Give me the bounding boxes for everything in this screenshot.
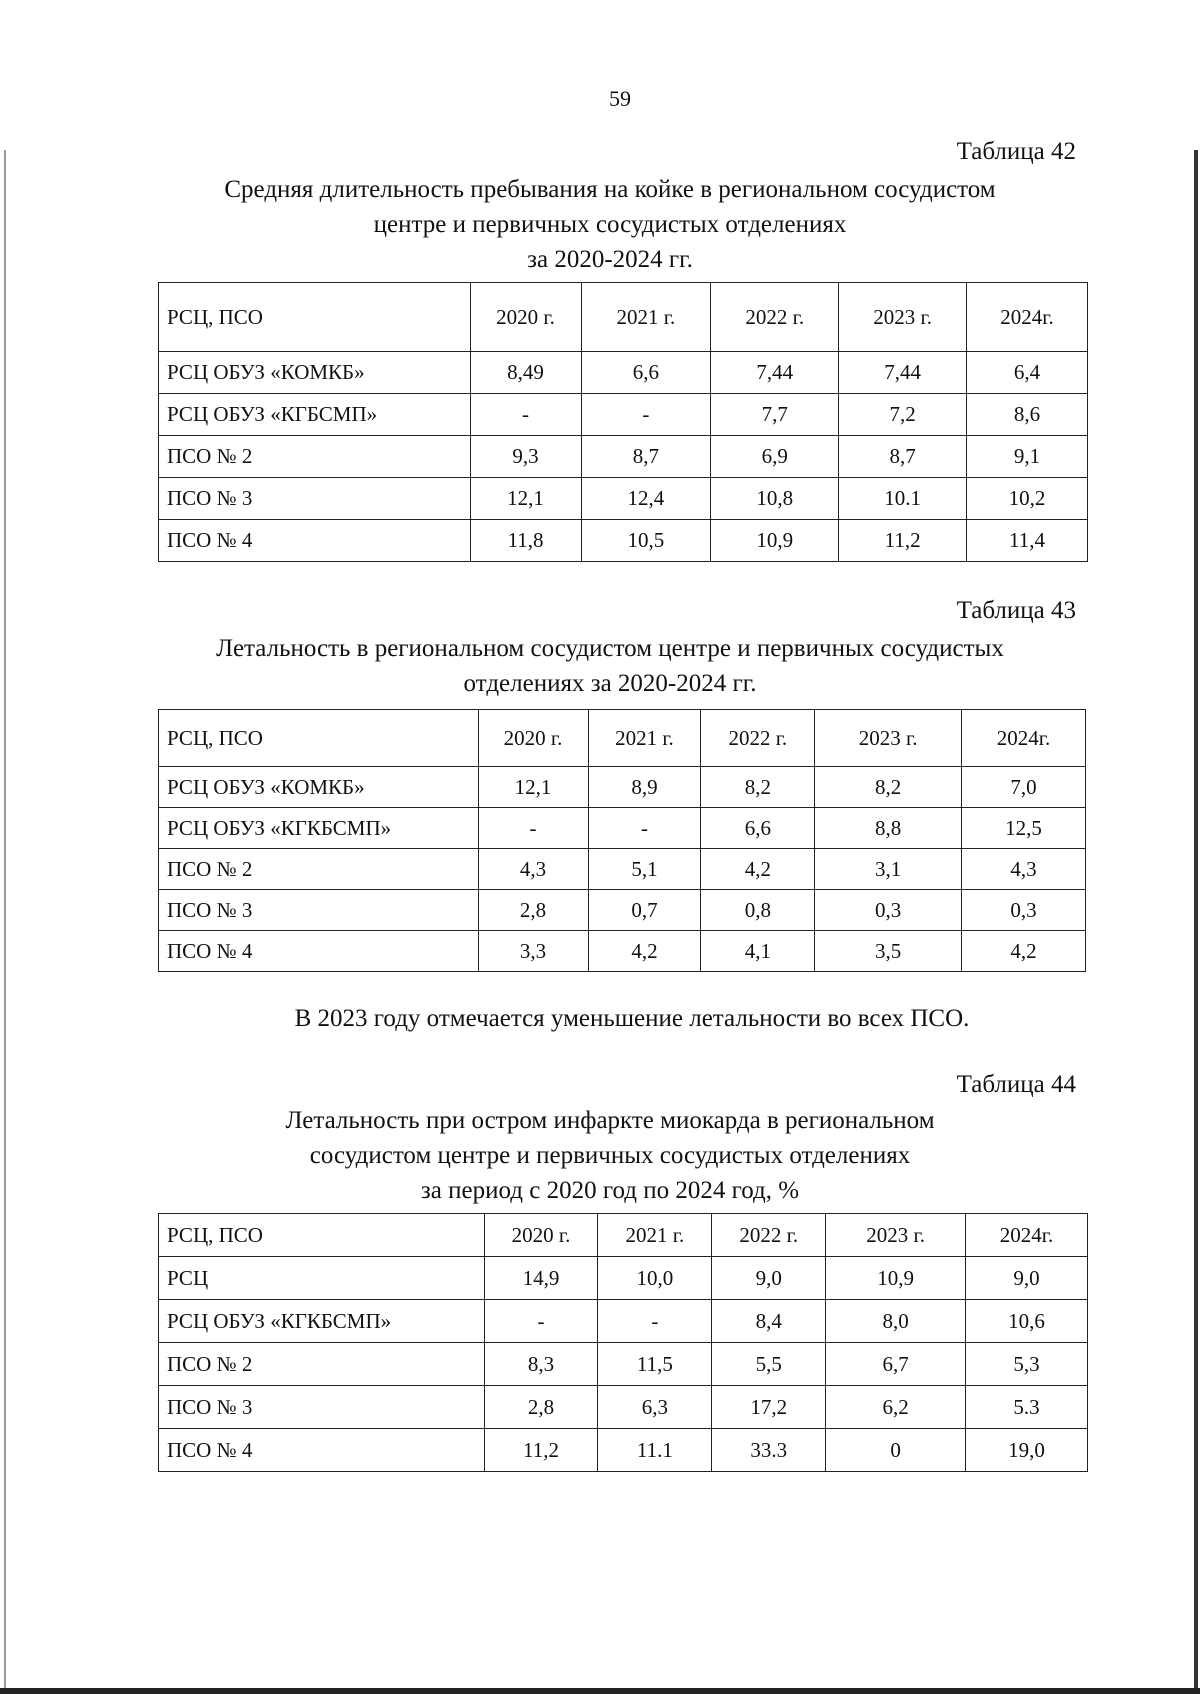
table-row: [159, 520, 1088, 562]
value-cell: 0,7: [588, 890, 701, 931]
row-label-cell: РСЦ: [159, 1257, 485, 1300]
value-cell: 9,0: [966, 1257, 1088, 1300]
row-label-cell: ПСО № 4: [159, 931, 479, 972]
value-cell: 4,1: [701, 931, 815, 972]
scan-edge-right: [1194, 150, 1198, 1690]
table-42-title: [130, 172, 1090, 277]
value-cell: 12,4: [581, 478, 711, 520]
value-cell: 33.3: [712, 1429, 826, 1472]
table-row: [159, 1257, 1088, 1300]
column-header-name: РСЦ, ПСО: [159, 710, 479, 767]
value-cell: 7,2: [839, 394, 967, 436]
value-cell: 5,1: [588, 849, 701, 890]
row-label-cell: ПСО № 4: [159, 520, 471, 562]
row-label-cell: РСЦ ОБУЗ «КОМКБ»: [159, 767, 479, 808]
row-label-cell: ПСО № 2: [159, 1343, 485, 1386]
value-cell: 6,7: [826, 1343, 966, 1386]
scan-edge-left: [4, 150, 6, 1690]
value-cell: 9,0: [712, 1257, 826, 1300]
row-label-cell: ПСО № 3: [159, 890, 479, 931]
table-row: [159, 808, 1086, 849]
table-row: [159, 1300, 1088, 1343]
value-cell: 12,1: [470, 478, 581, 520]
table-row: [159, 352, 1088, 394]
value-cell: 19,0: [966, 1429, 1088, 1472]
row-label-cell: ПСО № 2: [159, 849, 479, 890]
value-cell: 11.1: [598, 1429, 712, 1472]
value-cell: 10,6: [966, 1300, 1088, 1343]
table-42-title-line: центре и первичных сосудистых отделениях: [373, 211, 847, 238]
column-header-year: 2023 г.: [815, 710, 962, 767]
table-row: [159, 849, 1086, 890]
table-42-label: Таблица 42: [956, 138, 1076, 165]
value-cell: 10,9: [826, 1257, 966, 1300]
value-cell: 6,2: [826, 1386, 966, 1429]
table-row: [159, 478, 1088, 520]
value-cell: 8,49: [470, 352, 581, 394]
table-header-row: [159, 283, 1088, 352]
value-cell: -: [470, 394, 581, 436]
value-cell: 9,1: [967, 436, 1088, 478]
value-cell: 8,2: [815, 767, 962, 808]
value-cell: 8,7: [581, 436, 711, 478]
table-44: [158, 1213, 1088, 1472]
value-cell: 2,8: [478, 890, 588, 931]
table-row: [159, 890, 1086, 931]
value-cell: 4,2: [588, 931, 701, 972]
value-cell: 8,8: [815, 808, 962, 849]
value-cell: 11,8: [470, 520, 581, 562]
column-header-year: 2024г.: [962, 710, 1086, 767]
value-cell: 0,3: [962, 890, 1086, 931]
table-44-label: Таблица 44: [956, 1071, 1076, 1098]
value-cell: 11,4: [967, 520, 1088, 562]
table-43: [158, 709, 1086, 972]
value-cell: 4,2: [701, 849, 815, 890]
row-label-cell: ПСО № 3: [159, 478, 471, 520]
table-43-label: Таблица 43: [956, 597, 1076, 624]
value-cell: 9,3: [470, 436, 581, 478]
value-cell: 0,3: [815, 890, 962, 931]
table-header-row: [159, 710, 1086, 767]
table-44-title-line: сосудистом центре и первичных сосудистых отделениях: [309, 1142, 911, 1169]
value-cell: -: [484, 1300, 598, 1343]
value-cell: 8,7: [839, 436, 967, 478]
value-cell: 10,8: [711, 478, 839, 520]
value-cell: -: [581, 394, 711, 436]
table-header-row: [159, 1214, 1088, 1257]
column-header-year: 2024г.: [967, 283, 1088, 352]
value-cell: 12,1: [478, 767, 588, 808]
column-header-year: 2022 г.: [701, 710, 815, 767]
value-cell: 5.3: [966, 1386, 1088, 1429]
column-header-year: 2023 г.: [826, 1214, 966, 1257]
table-43-title-line: отделениях за 2020-2024 гг.: [463, 670, 757, 697]
value-cell: 4,3: [962, 849, 1086, 890]
column-header-year: 2020 г.: [470, 283, 581, 352]
value-cell: 3,1: [815, 849, 962, 890]
value-cell: 0: [826, 1429, 966, 1472]
value-cell: 7,44: [839, 352, 967, 394]
table-row: [159, 436, 1088, 478]
scan-edge-bottom: [0, 1688, 1200, 1694]
value-cell: 3,3: [478, 931, 588, 972]
page-number: 59: [609, 86, 631, 111]
value-cell: 7,0: [962, 767, 1086, 808]
value-cell: 8,6: [967, 394, 1088, 436]
value-cell: 4,2: [962, 931, 1086, 972]
value-cell: 8,2: [701, 767, 815, 808]
table-row: [159, 1343, 1088, 1386]
table-42: [158, 282, 1088, 562]
table-row: [159, 767, 1086, 808]
value-cell: 8,0: [826, 1300, 966, 1343]
column-header-year: 2021 г.: [581, 283, 711, 352]
row-label-cell: РСЦ ОБУЗ «КГБСМП»: [159, 394, 471, 436]
column-header-name: РСЦ, ПСО: [159, 283, 471, 352]
table-row: [159, 1429, 1088, 1472]
value-cell: -: [478, 808, 588, 849]
table-row: [159, 394, 1088, 436]
value-cell: 3,5: [815, 931, 962, 972]
column-header-year: 2021 г.: [598, 1214, 712, 1257]
value-cell: 4,3: [478, 849, 588, 890]
column-header-year: 2022 г.: [712, 1214, 826, 1257]
value-cell: -: [588, 808, 701, 849]
value-cell: 12,5: [962, 808, 1086, 849]
table-44-title-line: за период с 2020 год по 2024 год, %: [420, 1177, 800, 1204]
row-label-cell: РСЦ ОБУЗ «КГКБСМП»: [159, 1300, 485, 1343]
row-label-cell: ПСО № 2: [159, 436, 471, 478]
value-cell: 10,9: [711, 520, 839, 562]
column-header-year: 2020 г.: [484, 1214, 598, 1257]
value-cell: 6,6: [701, 808, 815, 849]
row-label-cell: ПСО № 3: [159, 1386, 485, 1429]
value-cell: 6,6: [581, 352, 711, 394]
table-43-title: [130, 631, 1090, 701]
column-header-year: 2021 г.: [588, 710, 701, 767]
value-cell: 2,8: [484, 1386, 598, 1429]
row-label-cell: ПСО № 4: [159, 1429, 485, 1472]
value-cell: 8,9: [588, 767, 701, 808]
table-43-title-line: Летальность в региональном сосудистом центре и первичных сосудистых: [216, 635, 1004, 662]
value-cell: 10,5: [581, 520, 711, 562]
table-44-title: [130, 1103, 1090, 1208]
value-cell: 14,9: [484, 1257, 598, 1300]
value-cell: 6,9: [711, 436, 839, 478]
value-cell: 10,0: [598, 1257, 712, 1300]
value-cell: 5,5: [712, 1343, 826, 1386]
table-42-title-line: Средняя длительность пребывания на койке в региональном сосудистом: [224, 176, 996, 203]
table-44-title-line: Летальность при остром инфаркте миокарда в региональном: [285, 1107, 935, 1134]
value-cell: 11,2: [484, 1429, 598, 1472]
row-label-cell: РСЦ ОБУЗ «КОМКБ»: [159, 352, 471, 394]
value-cell: 11,5: [598, 1343, 712, 1386]
value-cell: 6,4: [967, 352, 1088, 394]
table-42-title-line: за 2020-2024 гг.: [527, 246, 693, 273]
value-cell: 6,3: [598, 1386, 712, 1429]
table-row: [159, 1386, 1088, 1429]
value-cell: 8,4: [712, 1300, 826, 1343]
value-cell: 5,3: [966, 1343, 1088, 1386]
table-row: [159, 931, 1086, 972]
value-cell: 17,2: [712, 1386, 826, 1429]
value-cell: 0,8: [701, 890, 815, 931]
summary-note: В 2023 году отмечается уменьшение летальности во всех ПСО.: [294, 1005, 970, 1032]
value-cell: -: [598, 1300, 712, 1343]
column-header-year: 2022 г.: [711, 283, 839, 352]
row-label-cell: РСЦ ОБУЗ «КГКБСМП»: [159, 808, 479, 849]
column-header-year: 2020 г.: [478, 710, 588, 767]
column-header-year: 2023 г.: [839, 283, 967, 352]
value-cell: 10.1: [839, 478, 967, 520]
column-header-year: 2024г.: [966, 1214, 1088, 1257]
column-header-name: РСЦ, ПСО: [159, 1214, 485, 1257]
value-cell: 8,3: [484, 1343, 598, 1386]
value-cell: 7,7: [711, 394, 839, 436]
value-cell: 11,2: [839, 520, 967, 562]
value-cell: 7,44: [711, 352, 839, 394]
value-cell: 10,2: [967, 478, 1088, 520]
